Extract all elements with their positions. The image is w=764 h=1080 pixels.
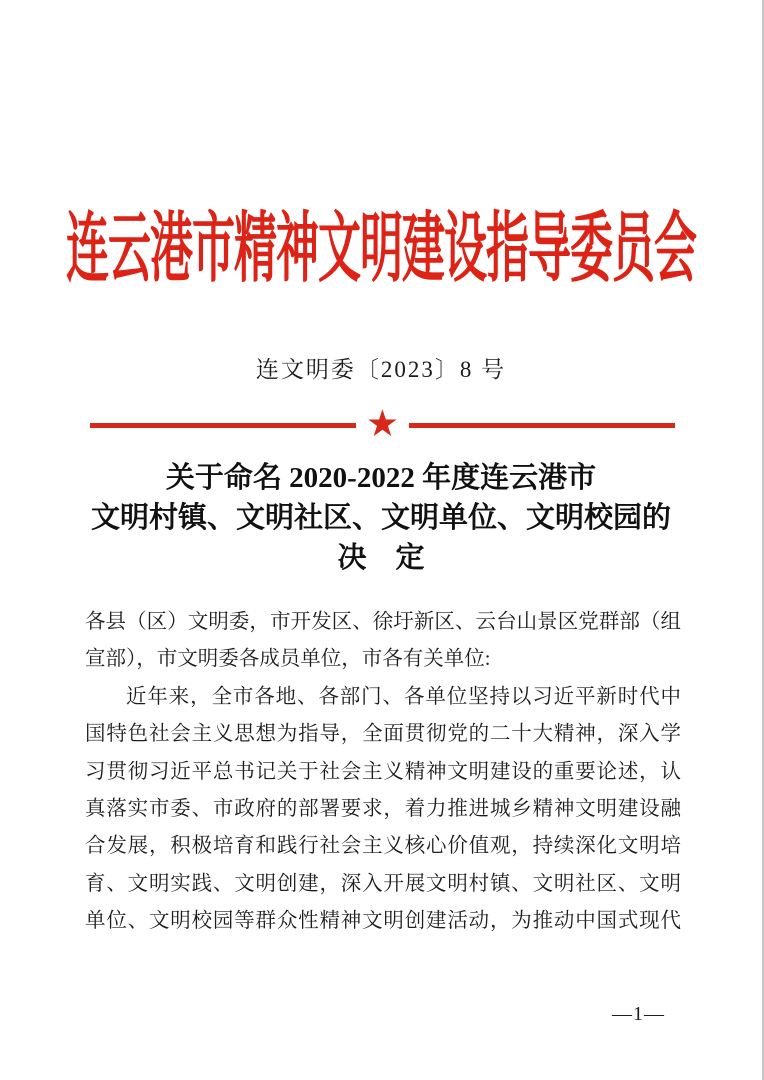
page-number: —1— [612,1003,665,1025]
body-paragraph-line-4: 真落实市委、市政府的部署要求，着力推进城乡精神文明建设融 [85,797,681,820]
red-divider-right-segment [409,423,675,428]
document-title-line-3: 决 定 [337,542,425,574]
body-paragraph-line-7: 单位、文明校园等群众性精神文明创建活动，为推动中国式现代 [85,910,681,933]
body-paragraph-line-5: 合发展，积极培育和践行社会主义核心价值观，持续深化文明培 [85,835,681,858]
body-paragraph-line-1: 近年来，全市各地、各部门、各单位坚持以习近平新时代中 [126,685,681,708]
issuer-masthead: 连云港市精神文明建设指导委员会 [66,208,696,293]
salutation-line-1: 各县（区）文明委，市开发区、徐圩新区、云台山景区党群部（组 [85,611,681,633]
document-title-line-1: 关于命名 2020-2022 年度连云港市 [165,462,597,494]
body-paragraph-line-2: 国特色社会主义思想为指导，全面贯彻党的二十大精神，深入学 [85,723,681,746]
document-title [40,458,722,578]
red-divider-left-segment [90,423,356,428]
star-icon: ★ [365,404,400,445]
document-title-line-2: 文明村镇、文明社区、文明单位、文明校园的 [90,502,671,534]
document-body [85,604,681,941]
document-number: 连文明委〔2023〕8 号 [255,357,507,382]
red-divider [90,404,675,446]
body-paragraph-line-6: 育、文明实践、文明创建，深入开展文明村镇、文明社区、文明 [85,872,681,895]
salutation-line-2: 宣部），市文明委各成员单位，市各有关单位: [85,648,491,671]
body-paragraph-line-3: 习贯彻习近平总书记关于社会主义精神文明建设的重要论述，认 [85,760,681,783]
